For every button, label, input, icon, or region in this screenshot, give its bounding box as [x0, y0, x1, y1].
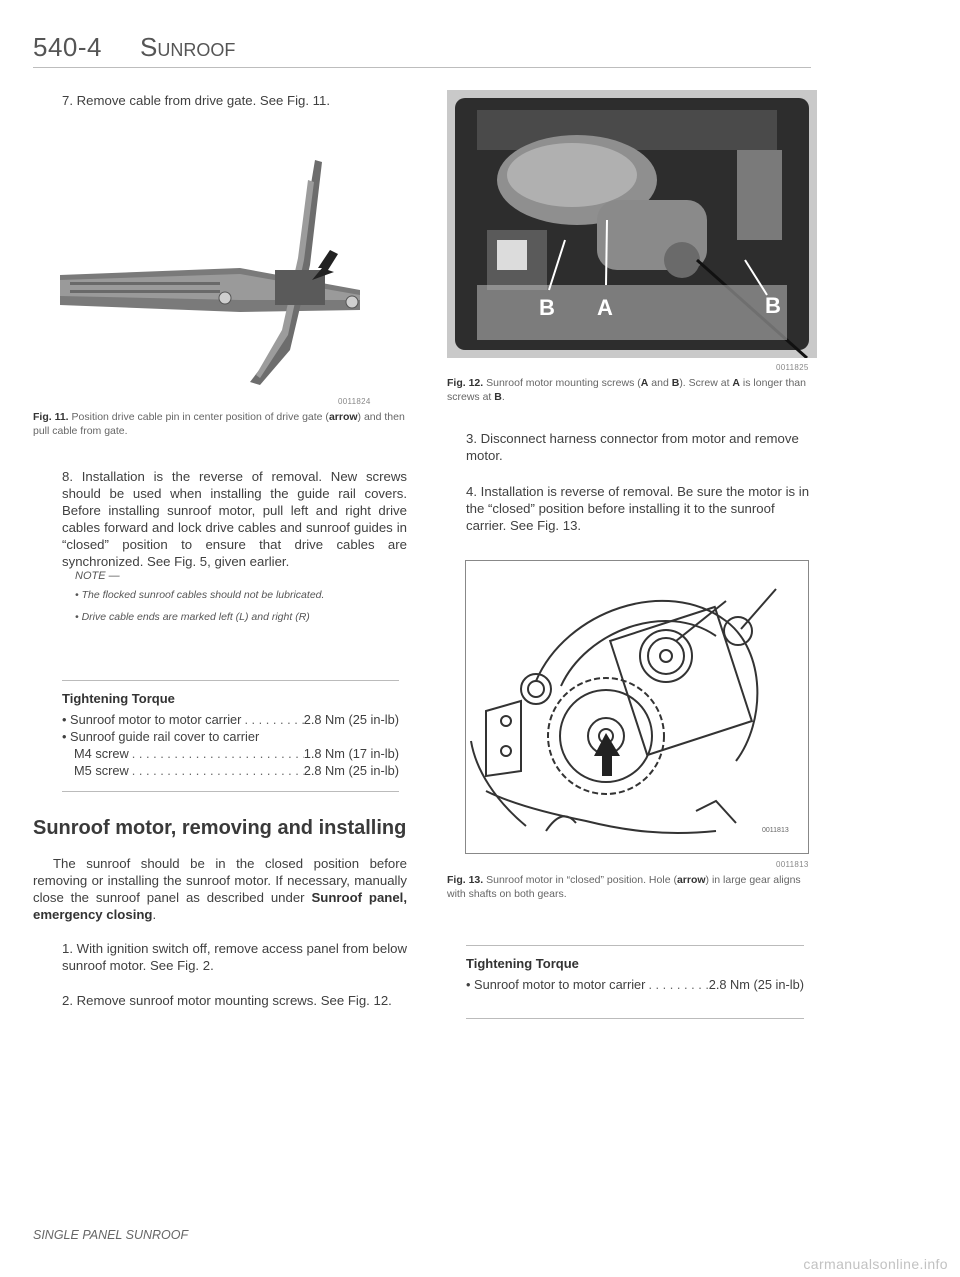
torque-row: • Sunroof guide rail cover to carrier: [62, 729, 260, 744]
step-3: 3. Disconnect harness connector from motor and remove motor.: [466, 431, 799, 463]
torque-row: M4 screw . . . 1.8 Nm (17 in-lb): [62, 745, 399, 762]
note-item-1: • The flocked sunroof cables should not be lubricated.: [75, 589, 325, 601]
torque-box-left: [62, 680, 399, 792]
note-title: NOTE —: [75, 570, 120, 582]
fig-12-label: Fig. 12.: [447, 377, 484, 389]
step-8: 8. Installation is the reverse of removal. New screws should be used when installing the guide rail covers. Before installing sunroof motor, pull left and right drive cables forward and lock drive cables and sunroof guides in “closed” position to ensure that drive cables are synchronized. See Fig. 5, given earlier.: [62, 469, 407, 569]
step-1: 1. With ignition switch off, remove access panel from below sunroof motor. See Fig. 2.: [62, 941, 407, 973]
fig-11-caption: Fig. 11. Position drive cable pin in center position of drive gate (arrow) and then pull cable from gate.: [33, 411, 405, 437]
header-rule: [33, 67, 811, 68]
torque-row: • Sunroof motor to motor carrier . . . 2.8 Nm (25 in-lb): [466, 976, 804, 993]
fig-11-label: Fig. 11.: [33, 411, 69, 423]
torque-title: Tightening Torque: [466, 956, 579, 971]
fig-12-code: 0011825: [776, 363, 809, 372]
fig-13-code: 0011813: [776, 860, 809, 869]
page-number: 540-4: [33, 32, 102, 62]
step-2: 2. Remove sunroof motor mounting screws. See Fig. 12.: [62, 993, 392, 1008]
footer-text: SINGLE PANEL SUNROOF: [33, 1228, 189, 1242]
fig-12-photo: [447, 90, 817, 358]
fig-13-frame: [465, 560, 809, 854]
intro-paragraph: The sunroof should be in the closed position before removing or installing the sunroof motor. If necessary, manually close the sunroof panel as described under Sunroof panel, emergency closing.: [33, 856, 408, 922]
torque-row: M5 screw . . . 2.8 Nm (25 in-lb): [62, 762, 399, 779]
photo-label-b-left: B: [539, 295, 555, 320]
photo-label-b-right: B: [765, 293, 781, 318]
torque-box-right: [466, 945, 804, 1019]
watermark: carmanualsonline.info: [803, 1256, 948, 1272]
torque-row: • Sunroof motor to motor carrier . . . 2.8 Nm (25 in-lb): [62, 711, 399, 728]
fig-13-label: Fig. 13.: [447, 874, 484, 886]
fig-13-caption: Fig. 13. Sunroof motor in “closed” position. Hole (arrow) in large gear aligns with shafts on both gears.: [447, 874, 801, 900]
step-4: 4. Installation is reverse of removal. Be sure the motor is in the “closed” position before installing it to the sunroof carrier. See Fig. 13.: [466, 484, 810, 533]
fig-11-image: [60, 150, 380, 395]
fig-13-inner-code: 0011813: [762, 827, 789, 834]
fig-12-caption: Fig. 12. Sunroof motor mounting screws (A and B). Screw at A is longer than screws at B.: [447, 377, 806, 403]
section-heading: Sunroof motor, removing and installing: [33, 817, 407, 839]
photo-label-a: A: [597, 295, 613, 320]
fig-11-code: 0011824: [338, 397, 371, 406]
note-block: [75, 570, 405, 624]
note-item-2: • Drive cable ends are marked left (L) and right (R): [75, 611, 310, 623]
step-7: 7. Remove cable from drive gate. See Fig. 11.: [62, 93, 331, 108]
torque-title: Tightening Torque: [62, 691, 175, 706]
fig-13-drawing: [466, 561, 808, 853]
section-title: Sunroof: [140, 32, 236, 62]
